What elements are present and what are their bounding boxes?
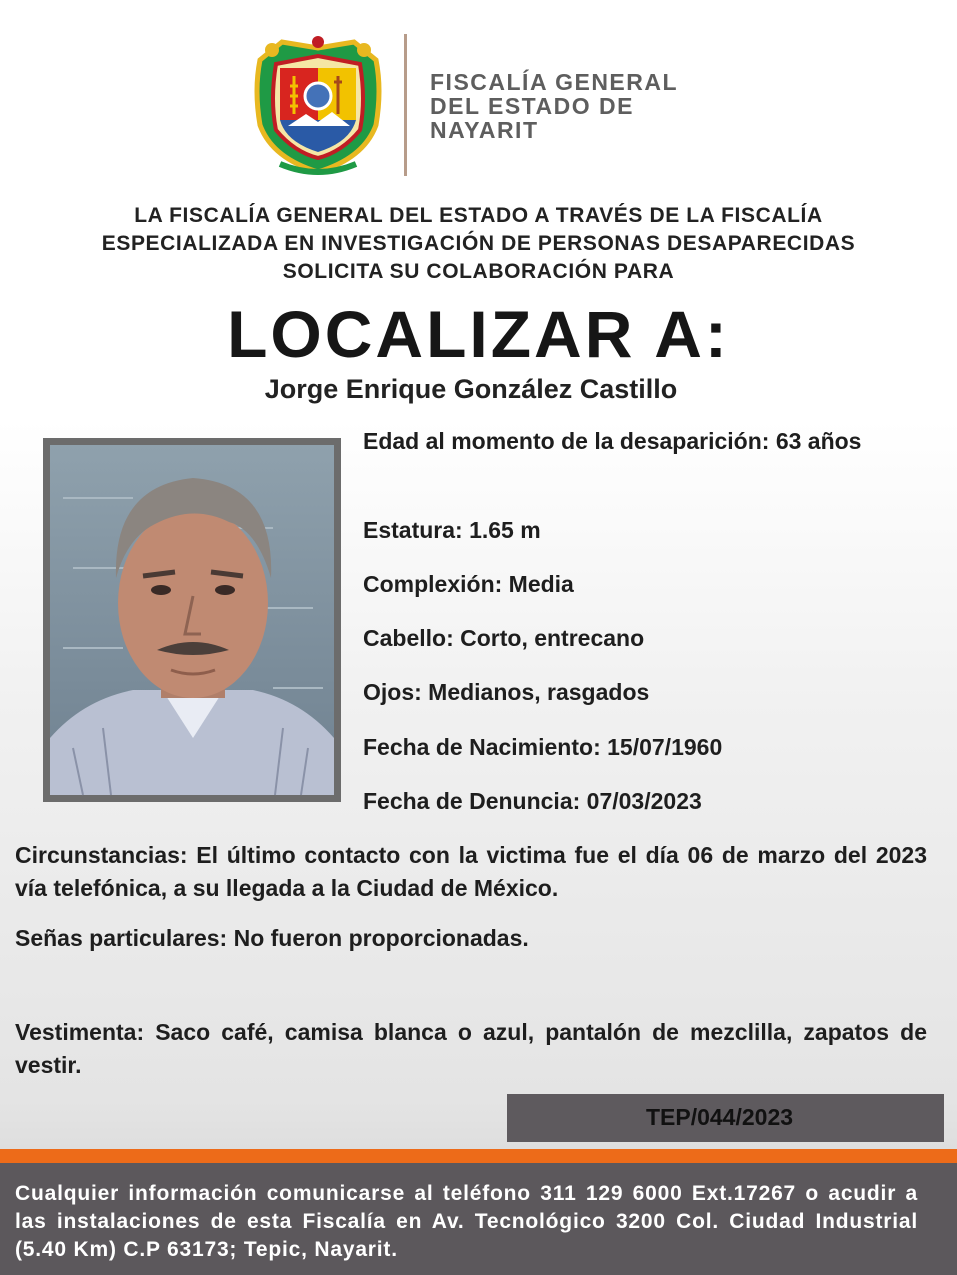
header-divider <box>404 34 407 176</box>
distinguishing-marks-text: Señas particulares: No fueron proporcionadas. <box>15 925 529 951</box>
footer-accent-bar <box>0 1149 957 1163</box>
clothing-text: Vestimenta: Saco café, camisa blanca o azul, pantalón de mezclilla, zapatos de vestir. <box>15 1019 927 1078</box>
intro-line1: LA FISCALÍA GENERAL DEL ESTADO A TRAVÉS DE LA FISCALÍA <box>134 204 823 227</box>
detail-hair: Cabello: Corto, entrecano <box>363 625 645 651</box>
agency-name-line3: NAYARIT <box>430 117 539 143</box>
person-name: Jorge Enrique González Castillo <box>264 374 678 404</box>
detail-build: Complexión: Media <box>363 571 574 597</box>
nayarit-coat-of-arms-logo <box>250 30 386 180</box>
person-photo <box>43 438 341 802</box>
intro-line2: ESPECIALIZADA EN INVESTIGACIÓN DE PERSONAS DESAPARECIDAS <box>101 232 856 255</box>
headline: LOCALIZAR A: <box>227 297 730 371</box>
detail-report-date: Fecha de Denuncia: 07/03/2023 <box>363 788 702 814</box>
detail-eyes: Ojos: Medianos, rasgados <box>363 679 650 705</box>
case-number: TEP/044/2023 <box>645 1104 794 1130</box>
detail-age: Edad al momento de la desaparición: 63 años <box>363 428 862 454</box>
circumstances-text: Circunstancias: El último contacto con la victima fue el día 06 de marzo del 2023 vía telefónica, a su llegada a la Ciudad de México. <box>15 842 927 901</box>
agency-name-line1: FISCALÍA GENERAL <box>430 69 679 95</box>
detail-height: Estatura: 1.65 m <box>363 517 541 543</box>
detail-birth-date: Fecha de Nacimiento: 15/07/1960 <box>363 734 723 760</box>
footer-contact-text: Cualquier información comunicarse al teléfono 311 129 6000 Ext.17267 o acudir a las instalaciones de esta Fiscalía en Av. Tecnológico 3200 Col. Ciudad Industrial (5.40 Km) C.P 63173; Tepic, Nayarit. <box>15 1182 918 1261</box>
agency-name-line2: DEL ESTADO DE <box>430 93 634 119</box>
intro-line3: SOLICITA SU COLABORACIÓN PARA <box>282 260 675 283</box>
